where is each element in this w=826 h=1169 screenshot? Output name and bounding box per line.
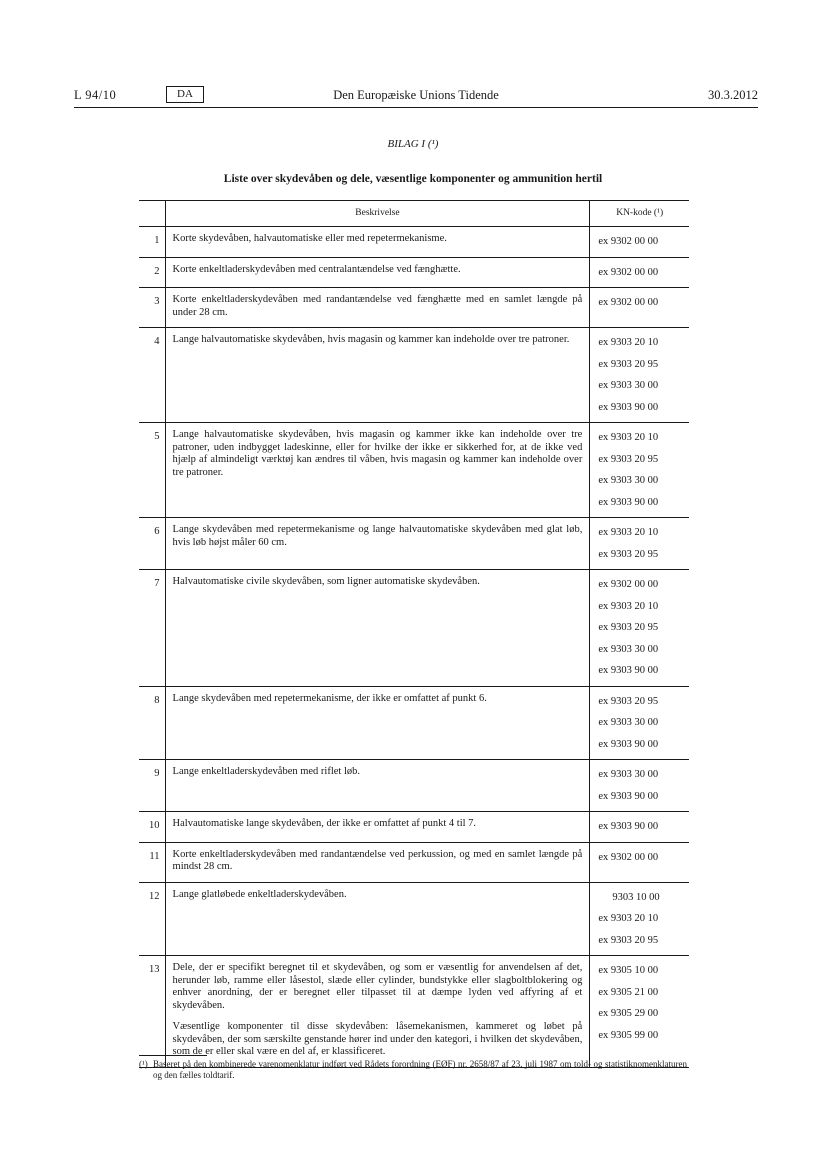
cn-code: ex 9305 29 00 [598, 1008, 659, 1019]
cn-code: ex 9303 20 10 [598, 913, 659, 924]
cn-code: ex 9303 30 00 [598, 769, 659, 780]
row-description: Lange glatløbede enkeltladerskydevåben. [172, 888, 347, 900]
cn-code: ex 9303 20 95 [598, 934, 659, 946]
annex-label: BILAG I (¹) [387, 138, 439, 150]
row-number: 11 [139, 842, 165, 882]
row-description-cell [165, 518, 590, 570]
cn-code: ex 9303 90 00 [598, 821, 659, 832]
cn-code: ex 9303 90 00 [598, 790, 659, 802]
column-header-cn-code: KN-kode (¹) [616, 208, 664, 218]
row-number: 12 [139, 882, 165, 956]
cn-code: ex 9303 30 00 [598, 717, 659, 728]
table-body [139, 227, 689, 1068]
cn-code: ex 9303 30 00 [598, 643, 659, 655]
cn-code: ex 9303 20 95 [598, 548, 659, 560]
row-cn-codes [590, 570, 689, 687]
cn-code: ex 9302 00 00 [598, 236, 659, 247]
row-description: Korte enkeltladerskydevåben med centralantændelse ved fænghætte. [172, 263, 461, 275]
cn-code: ex 9303 30 00 [598, 475, 659, 486]
cn-code: ex 9302 00 00 [598, 851, 659, 863]
cn-code: ex 9303 30 00 [598, 380, 659, 391]
cn-code: ex 9303 20 10 [598, 432, 659, 443]
row-number: 13 [139, 956, 165, 1068]
footnote [139, 1059, 687, 1081]
row-description-cell [165, 288, 590, 328]
cn-code: ex 9303 20 95 [598, 695, 659, 707]
cn-code: ex 9302 00 00 [598, 297, 659, 308]
row-cn-codes [590, 423, 689, 518]
row-description-cell [165, 760, 590, 812]
row-cn-codes [590, 956, 689, 1068]
cn-code: 9303 10 00 [612, 891, 660, 903]
table-row [139, 812, 689, 843]
row-description-cell [165, 956, 590, 1068]
row-description-cell [165, 882, 590, 956]
row-cn-codes [590, 842, 689, 882]
row-description-cell [165, 328, 590, 423]
row-description-secondary: Væsentlige komponenter til disse skydevåben: låsemekanismen, kammeret og løbet på skydevåben, der som særskilte genstande hører ind under den kategori, i hvilken det skydevåben, som de er eller skal være en del af, er klassificeret. [172, 1021, 583, 1057]
journal-title: Den Europæiske Unions Tidende [333, 88, 499, 102]
table-row [139, 328, 689, 423]
cn-code: ex 9302 00 00 [598, 266, 659, 278]
cn-code: ex 9303 90 00 [598, 738, 659, 750]
table-row [139, 760, 689, 812]
row-description-cell [165, 257, 590, 288]
cn-code: ex 9303 90 00 [598, 496, 659, 508]
row-description-cell [165, 686, 590, 760]
cn-code: ex 9303 90 00 [598, 665, 659, 676]
cn-code: ex 9303 20 95 [598, 358, 659, 370]
table-row [139, 570, 689, 687]
footnote-marker: (¹) [139, 1059, 148, 1069]
row-number: 3 [139, 288, 165, 328]
row-cn-codes [590, 686, 689, 760]
row-cn-codes [590, 328, 689, 423]
row-number: 8 [139, 686, 165, 760]
publication-date: 30.3.2012 [708, 88, 758, 102]
row-cn-codes [590, 812, 689, 843]
column-header-description: Beskrivelse [165, 201, 590, 227]
language-badge: DA [166, 86, 204, 103]
row-number: 1 [139, 227, 165, 258]
cn-code: ex 9303 20 95 [598, 622, 659, 633]
row-description-cell [165, 227, 590, 258]
table-header-row [139, 201, 689, 227]
row-description: Lange halvautomatiske skydevåben, hvis magasin og kammer kan indeholde over tre patroner. [172, 334, 570, 345]
row-description: Dele, der er specifikt beregnet til et skydevåben, og som er væsentlig for anvendelsen af det, herunder løb, ramme eller låsestol, slæde eller cylinder, bundstykke eller slagboltblokering og enhver anordning, der er beregnet eller tilpasset til at dæmpe lyden ved affyring af et skydevåben. [172, 962, 583, 1011]
row-number: 5 [139, 423, 165, 518]
row-description-cell [165, 570, 590, 687]
row-description: Korte enkeltladerskydevåben med randantændelse ved fænghætte med en samlet længde på under 28 cm. [172, 294, 583, 318]
cn-code: ex 9305 99 00 [598, 1029, 659, 1041]
cn-code: ex 9303 90 00 [598, 401, 659, 413]
cn-code: ex 9303 20 10 [598, 337, 659, 348]
cn-code: ex 9305 10 00 [598, 965, 659, 976]
table-row [139, 842, 689, 882]
row-description: Halvautomatiske lange skydevåben, der ikke er omfattet af punkt 4 til 7. [172, 818, 477, 829]
table-row [139, 227, 689, 258]
row-cn-codes [590, 882, 689, 956]
row-description: Halvautomatiske civile skydevåben, som ligner automatiske skydevåben. [172, 576, 480, 587]
row-number: 9 [139, 760, 165, 812]
row-number: 7 [139, 570, 165, 687]
header-divider [74, 107, 758, 108]
document-title: Liste over skydevåben og dele, væsentlige komponenter og ammunition hertil [223, 173, 603, 185]
row-description-cell [165, 423, 590, 518]
row-cn-codes [590, 760, 689, 812]
row-description-cell [165, 842, 590, 882]
row-cn-codes [590, 288, 689, 328]
row-description: Korte skydevåben, halvautomatiske eller med repetermekanisme. [172, 233, 447, 244]
cn-code: ex 9302 00 00 [598, 579, 659, 590]
column-header-number [139, 201, 165, 227]
table-row [139, 288, 689, 328]
row-description: Lange enkeltladerskydevåben med riflet løb. [172, 766, 360, 777]
row-description: Korte enkeltladerskydevåben med randantændelse ved perkussion, og med en samlet længde på mindst 28 cm. [172, 848, 583, 872]
firearms-table [139, 200, 689, 1068]
row-number: 10 [139, 812, 165, 843]
table-row [139, 257, 689, 288]
table-row [139, 882, 689, 956]
cn-code: ex 9305 21 00 [598, 986, 659, 998]
row-cn-codes [590, 518, 689, 570]
cn-code: ex 9303 20 10 [598, 527, 659, 538]
row-number: 2 [139, 257, 165, 288]
table-row [139, 956, 689, 1068]
footnote-divider [139, 1055, 207, 1056]
cn-code: ex 9303 20 95 [598, 453, 659, 465]
cn-code: ex 9303 20 10 [598, 600, 659, 612]
page-reference: L 94/10 [74, 88, 117, 102]
page-header [74, 86, 758, 106]
row-description: Lange skydevåben med repetermekanisme og lange halvautomatiske skydevåben med glat løb, hvis løb højst måler 60 cm. [172, 524, 583, 548]
row-cn-codes [590, 227, 689, 258]
row-number: 6 [139, 518, 165, 570]
row-description-cell [165, 812, 590, 843]
footnote-text: Baseret på den kombinerede varenomenklatur indført ved Rådets forordning (EØF) nr. 2658/87 af 23. juli 1987 om told- og statistiknomenklaturen og den fælles toldtarif. [153, 1059, 687, 1080]
table-row [139, 686, 689, 760]
row-description: Lange halvautomatiske skydevåben, hvis magasin og kammer ikke kan indeholde over tre patroner, uden indbygget ladeskinne, eller for hvilke der ikke er sikkerhed for, at de ikke ved hjælp af almindeligt værktøj kan ændres til våben, hvis magasin og kammer kan indeholde over tre patroner. [172, 429, 583, 478]
row-description: Lange skydevåben med repetermekanisme, der ikke er omfattet af punkt 6. [172, 692, 487, 704]
table-row [139, 423, 689, 518]
row-number: 4 [139, 328, 165, 423]
table-row [139, 518, 689, 570]
row-cn-codes [590, 257, 689, 288]
